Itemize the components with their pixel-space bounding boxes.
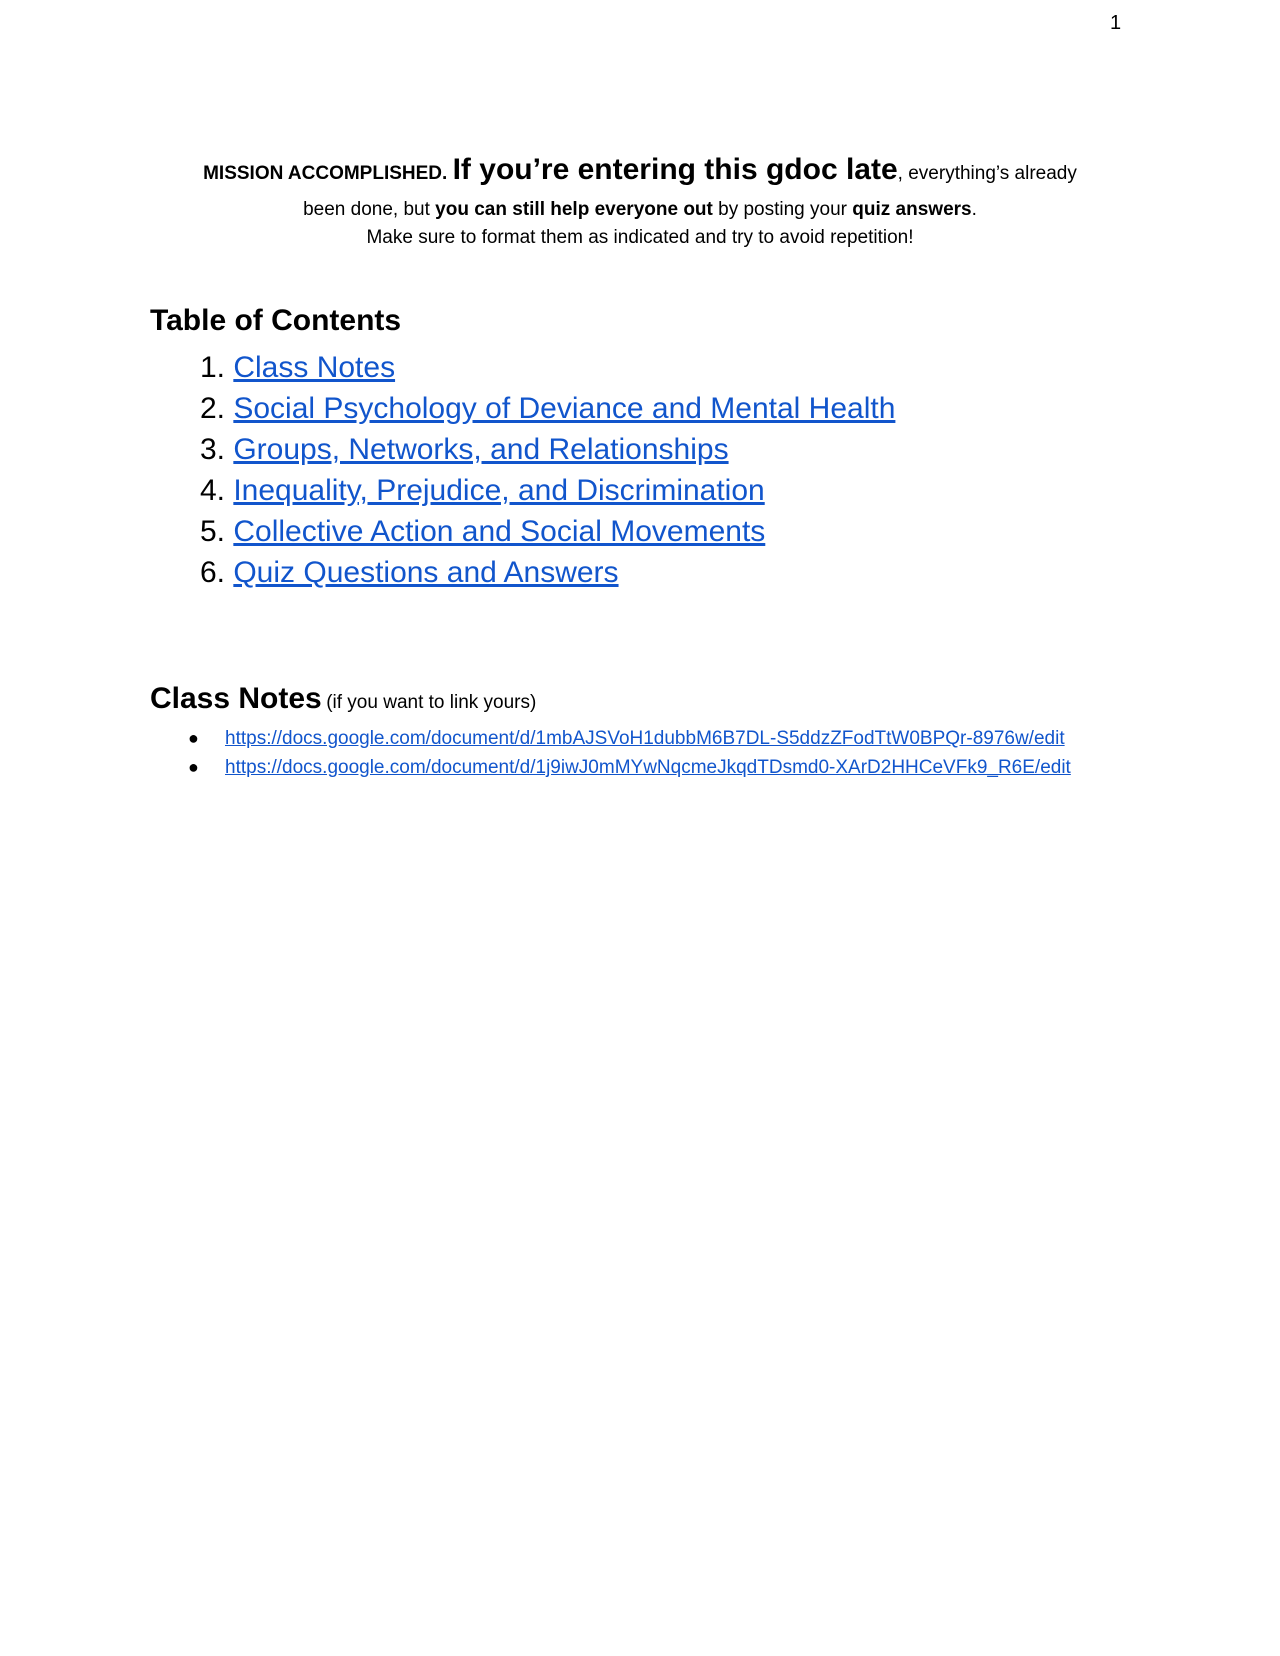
class-notes-subheading: (if you want to link yours) [326,692,537,713]
bullet-icon: ● [188,728,199,748]
toc-link-class-notes[interactable]: Class Notes [233,351,396,384]
intro-line1-tail: , everything’s already [897,163,1077,184]
intro-line2-c: . [971,199,977,220]
intro-line2-b: by posting your [712,199,853,220]
intro-notice [0,148,1280,252]
toc-item-number: 4. [199,474,225,507]
toc-item-number: 2. [199,392,225,425]
toc-item [150,552,895,593]
toc-item-number: 1. [199,351,225,384]
toc-link-collective-action[interactable]: Collective Action and Social Movements [233,515,766,548]
toc-item [150,347,895,388]
intro-line-2 [0,196,1280,224]
class-notes-link[interactable]: https://docs.google.com/document/d/1mbAJSVoH1dubbM6B7DL-S5ddzZFodTtW0BPQr-8976w/edit [225,728,1065,749]
list-item [150,753,1071,782]
intro-big-lead: If you’re entering this gdoc late [452,153,898,186]
toc-item [150,470,895,511]
intro-line-3: Make sure to format them as indicated and try to avoid repetition! [366,227,914,248]
bullet-icon: ● [188,757,199,777]
class-notes-heading [150,682,536,716]
intro-caps-lead: MISSION ACCOMPLISHED. [203,163,448,184]
toc-link-quiz-questions[interactable]: Quiz Questions and Answers [233,556,619,589]
toc-item-number: 3. [199,433,225,466]
toc-link-inequality[interactable]: Inequality, Prejudice, and Discrimination [233,474,765,507]
class-notes-link[interactable]: https://docs.google.com/document/d/1j9iwJ0mMYwNqcmeJkqdTDsmd0-XArD2HHCeVFk9_R6E/edit [225,757,1071,778]
toc-item-number: 6. [199,556,225,589]
intro-line2-a: been done, but [303,199,436,220]
toc-heading: Table of Contents [150,304,402,337]
class-notes-list [150,724,1071,782]
toc-item [150,388,895,429]
toc-list [150,347,895,593]
toc-item [150,429,895,470]
intro-line2-bold1: you can still help everyone out [435,199,713,220]
intro-line-1 [0,148,1280,196]
toc-link-social-psychology[interactable]: Social Psychology of Deviance and Mental Health [233,392,896,425]
list-item [150,724,1071,753]
intro-line2-bold2: quiz answers [852,199,972,220]
toc-item [150,511,895,552]
page-number: 1 [1110,12,1122,34]
toc-item-number: 5. [199,515,225,548]
toc-link-groups-networks[interactable]: Groups, Networks, and Relationships [233,433,729,466]
class-notes-title: Class Notes [150,682,322,715]
